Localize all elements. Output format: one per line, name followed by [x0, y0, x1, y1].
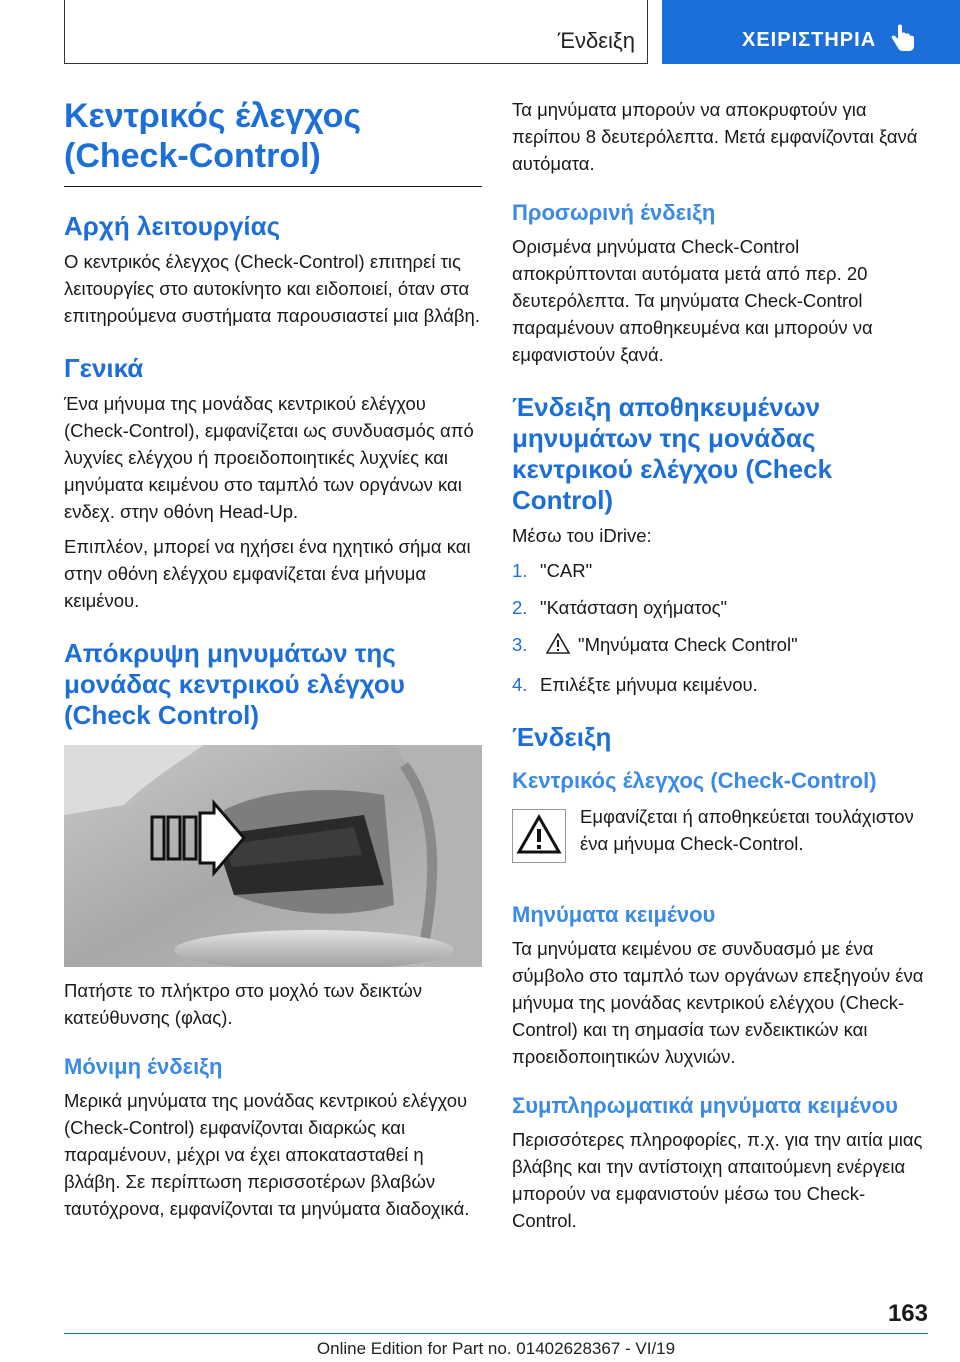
step-item — [512, 594, 928, 621]
header-tab-label: ΧΕΙΡΙΣΤΗΡΙΑ — [742, 29, 877, 51]
warning-triangle-icon — [546, 633, 570, 661]
step-text: "Κατάσταση οχήματος" — [540, 597, 728, 618]
hand-pointer-icon — [890, 24, 916, 57]
warning-triangle-icon — [513, 810, 565, 862]
paragraph-general-2: Επιπλέον, μπορεί να ηχήσει ένα ηχητικό σήμα και στην οθόνη ελέγχου εμφανίζεται ένα μήνυμα κειμένου. — [64, 536, 471, 611]
heading-permanent-display: Μόνιμη ένδειξη — [64, 1054, 223, 1079]
step-number: 4. — [512, 674, 528, 695]
footer-divider — [64, 1333, 928, 1334]
heading-check-control: Κεντρικός έλεγχος (Check-Control) — [512, 768, 877, 793]
heading-text-messages: Μηνύματα κειμένου — [512, 902, 716, 927]
paragraph-supplementary-messages: Περισσότερες πληροφορίες, π.χ. για την αιτία μιας βλάβης και την αντίστοιχη απαιτούμενη ενέργεια μπορούν να εμφανιστούν μέσω του Check-Control. — [512, 1129, 923, 1231]
left-column — [64, 96, 482, 1230]
step-text: Επιλέξτε μήνυμα κειμένου. — [540, 674, 758, 695]
step-item — [512, 557, 928, 584]
header-section-box — [64, 0, 648, 64]
turn-signal-lever-illustration — [64, 745, 482, 967]
paragraph-permanent-display: Μερικά μηνύματα της μονάδας κεντρικού ελέγχου (Check-Control) εμφανίζονται διαρκώς και παραμένουν, μέχρι να έχει αποκατασταθεί η βλάβη. Σε περίπτωση περισσοτέρων βλαβών ταυτόχρονα, εμφανίζονται τα μηνύματα διαδοχικά. — [64, 1090, 470, 1219]
footer-edition: Online Edition for Part no. 01402628367 - VI/19 — [316, 1339, 676, 1358]
paragraph-via-idrive: Μέσω του iDrive: — [512, 525, 652, 546]
paragraph-text-messages: Τα μηνύματα κειμένου σε συνδυασμό με ένα σύμβολο στο ταμπλό των οργάνων επεξηγούν ένα μήνυμα της μονάδας κεντρικού ελέγχου (Check-Control) και τη σημασία των ενδεικτικών και προειδοποιητικών λυχνιών. — [512, 938, 924, 1067]
paragraph-general-1: Ένα μήνυμα της μονάδας κεντρικού ελέγχου (Check-Control), εμφανίζεται ως συνδυασμός από λυχνίες ελέγχου ή προειδοποιητικές λυχνίες και μηνύματα κειμένου στο ταμπλό των οργάνων και ενδεχ. στην οθόνη Head-Up. — [64, 393, 474, 522]
header-section-label: Ένδειξη — [557, 28, 635, 53]
page-number: 163 — [887, 1300, 928, 1327]
heading-hide-messages: Απόκρυψη μηνυμάτων της μονάδας κεντρικού ελέγχου (Check Control) — [64, 638, 405, 730]
heading-temporary-display: Προσωρινή ένδειξη — [512, 200, 716, 225]
heading-supplementary-messages: Συμπληρωματικά μηνύματα κειμένου — [512, 1093, 898, 1118]
check-control-row — [512, 803, 928, 897]
step-number: 3. — [512, 634, 528, 655]
step-text: "CAR" — [540, 560, 593, 581]
heading-principle: Αρχή λειτουργίας — [64, 211, 281, 241]
page-title: Κεντρικός έλεγχος (Check-Control) — [64, 96, 482, 187]
paragraph-principle: Ο κεντρικός έλεγχος (Check-Control) επιτηρεί τις λειτουργίες στο αυτοκίνητο και ειδοποιεί, όταν στα επιτηρούμενα συστήματα παρουσιαστεί μια βλάβη. — [64, 251, 480, 326]
warning-symbol-box — [512, 809, 566, 863]
steps-list — [512, 557, 928, 698]
right-column — [512, 96, 928, 1242]
step-text: "Μηνύματα Check Control" — [578, 634, 798, 655]
heading-general: Γενικά — [64, 353, 144, 383]
step-number: 2. — [512, 597, 528, 618]
header-tab[interactable] — [662, 0, 960, 64]
heading-display: Ένδειξη — [512, 722, 612, 752]
paragraph-check-control: Εμφανίζεται ή αποθηκεύεται τουλάχιστον ένα μήνυμα Check-Control. — [580, 806, 914, 854]
step-number: 1. — [512, 560, 528, 581]
paragraph-hide-duration: Τα μηνύματα μπορούν να αποκρυφτούν για περίπου 8 δευτερόλεπτα. Μετά εμφανίζονται ξανά αυτόματα. — [512, 99, 918, 174]
step-item — [512, 631, 928, 661]
step-item — [512, 671, 928, 698]
heading-stored-messages: Ένδειξη αποθηκευμένων μηνυμάτων της μονάδας κεντρικού ελέγχου (Check Control) — [512, 392, 833, 515]
paragraph-temporary-display: Ορισμένα μηνύματα Check-Control αποκρύπτονται αυτόματα μετά από περ. 20 δευτερόλεπτα. Τα μηνύματα Check-Control παραμένουν αποθηκευμένα και μπορούν να εμφανιστούν ξανά. — [512, 236, 873, 365]
figure-caption: Πατήστε το πλήκτρο στο μοχλό των δεικτών κατεύθυνσης (φλας). — [64, 980, 423, 1028]
